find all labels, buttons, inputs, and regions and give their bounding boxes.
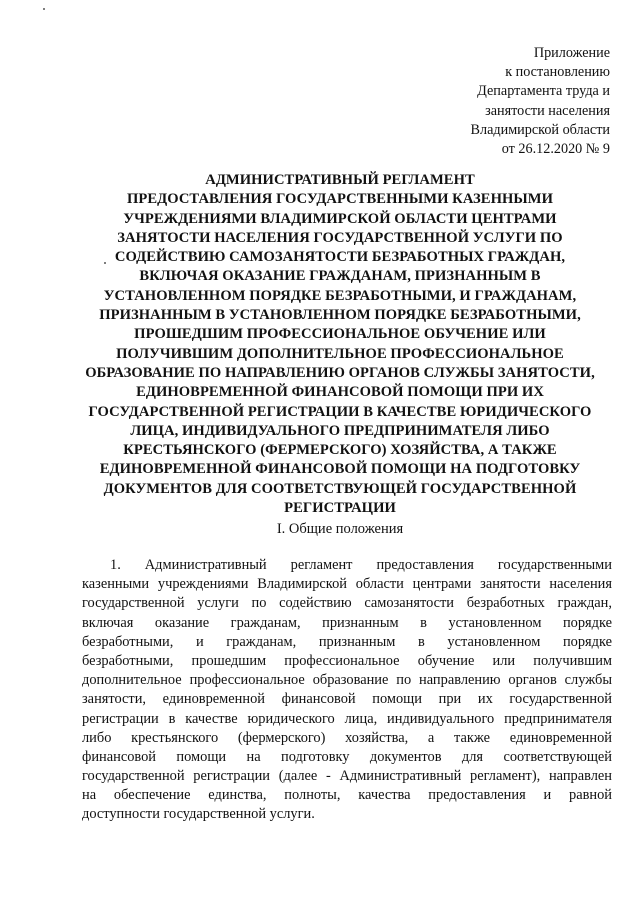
paragraph-line: доступности государственной услуги.	[82, 806, 315, 823]
title-line: ГОСУДАРСТВЕННОЙ РЕГИСТРАЦИИ В КАЧЕСТВЕ ЮРИДИЧЕСКОГО	[88, 403, 592, 420]
paragraph-line: включая оказание гражданам, признанным в установленном порядке	[82, 614, 612, 631]
title-line: УЧРЕЖДЕНИЯМИ ВЛАДИМИРСКОЙ ОБЛАСТИ ЦЕНТРАМИ	[123, 210, 557, 227]
document-title	[60, 171, 620, 518]
approval-date-line: от 26.12.2020 № 9	[501, 141, 610, 158]
paragraph-line: государственной регистрации (далее - Административный регламент), направлен	[82, 768, 612, 785]
paragraph-line: занятости, единовременной финансовой помощи при их государственной	[82, 691, 612, 708]
title-line: ЕДИНОВРЕМЕННОЙ ФИНАНСОВОЙ ПОМОЩИ НА ПОДГОТОВКУ	[99, 461, 581, 478]
paragraph-line: безработными, и гражданам, признанным в установленном порядке	[82, 633, 612, 650]
title-line: УСТАНОВЛЕННОМ ПОРЯДКЕ БЕЗРАБОТНЫМИ, И ГРАЖДАНАМ,	[103, 287, 577, 304]
paragraph-line: государственной услуги по содействию самозанятости безработных граждан,	[82, 595, 612, 612]
paragraph-1	[82, 556, 612, 825]
approval-line: Владимирской области	[470, 121, 610, 138]
title-line: ОБРАЗОВАНИЕ ПО НАПРАВЛЕНИЮ ОРГАНОВ СЛУЖБЫ ЗАНЯТОСТИ,	[85, 364, 595, 381]
title-line: ПРОШЕДШИМ ПРОФЕССИОНАЛЬНОЕ ОБУЧЕНИЕ ИЛИ	[134, 326, 546, 343]
section-heading: I. Общие положения	[276, 521, 404, 537]
paragraph-line: регистрации в качестве юридического лица, индивидуального предпринимателя	[82, 710, 612, 727]
paragraph-line: на обеспечение единства, полноты, качества предоставления и равной	[82, 787, 612, 804]
paragraph-line: казенными учреждениями Владимирской области центрами занятости населения	[82, 576, 612, 593]
title-line: ПРИЗНАННЫМ В УСТАНОВЛЕННОМ ПОРЯДКЕ БЕЗРАБОТНЫМИ,	[99, 307, 581, 324]
paragraph-line: либо крестьянского (фермерского) хозяйства, а также единовременной	[82, 729, 612, 746]
approval-block	[430, 44, 610, 159]
title-line: АДМИНИСТРАТИВНЫЙ РЕГЛАМЕНТ	[205, 172, 475, 188]
approval-line: Департамента труда и	[477, 83, 610, 100]
title-line: ЕДИНОВРЕМЕННОЙ ФИНАНСОВОЙ ПОМОЩИ ПРИ ИХ	[136, 384, 544, 401]
approval-line: Приложение	[533, 45, 610, 61]
paragraph-line: безработными, прошедшим профессиональное обучение или получившим	[82, 652, 612, 669]
title-line: СОДЕЙСТВИЮ САМОЗАНЯТОСТИ БЕЗРАБОТНЫХ ГРАЖДАН,	[114, 249, 566, 266]
title-line: ПРЕДОСТАВЛЕНИЯ ГОСУДАРСТВЕННЫМИ КАЗЕННЫМИ	[127, 191, 553, 208]
paragraph-line: 1. Административный регламент предоставления государственными	[110, 557, 612, 573]
paragraph-line: финансовой помощи на подготовку документов для соответствующей	[82, 748, 612, 765]
title-line: РЕГИСТРАЦИИ	[284, 500, 396, 517]
title-line: ДОКУМЕНТОВ ДЛЯ СООТВЕТСТВУЮЩЕЙ ГОСУДАРСТВЕННОЙ	[103, 480, 577, 497]
approval-line: к постановлению	[505, 64, 610, 81]
title-line: ПОЛУЧИВШИМ ДОПОЛНИТЕЛЬНОЕ ПРОФЕССИОНАЛЬНОЕ	[116, 345, 564, 362]
title-line: КРЕСТЬЯНСКОГО (ФЕРМЕРСКОГО) ХОЗЯЙСТВА, А ТАКЖЕ	[123, 442, 557, 459]
scan-speck	[43, 8, 45, 10]
title-line: ЛИЦА, ИНДИВИДУАЛЬНОГО ПРЕДПРИНИМАТЕЛЯ ЛИБО	[130, 422, 550, 439]
paragraph-line: дополнительное профессиональное образование по направлению органов службы	[82, 672, 612, 689]
title-line: ЗАНЯТОСТИ НАСЕЛЕНИЯ ГОСУДАРСТВЕННОЙ УСЛУГИ ПО	[117, 229, 563, 246]
title-line: ВКЛЮЧАЯ ОКАЗАНИЕ ГРАЖДАНАМ, ПРИЗНАННЫМ В	[139, 268, 541, 285]
approval-line: занятости населения	[485, 102, 610, 119]
